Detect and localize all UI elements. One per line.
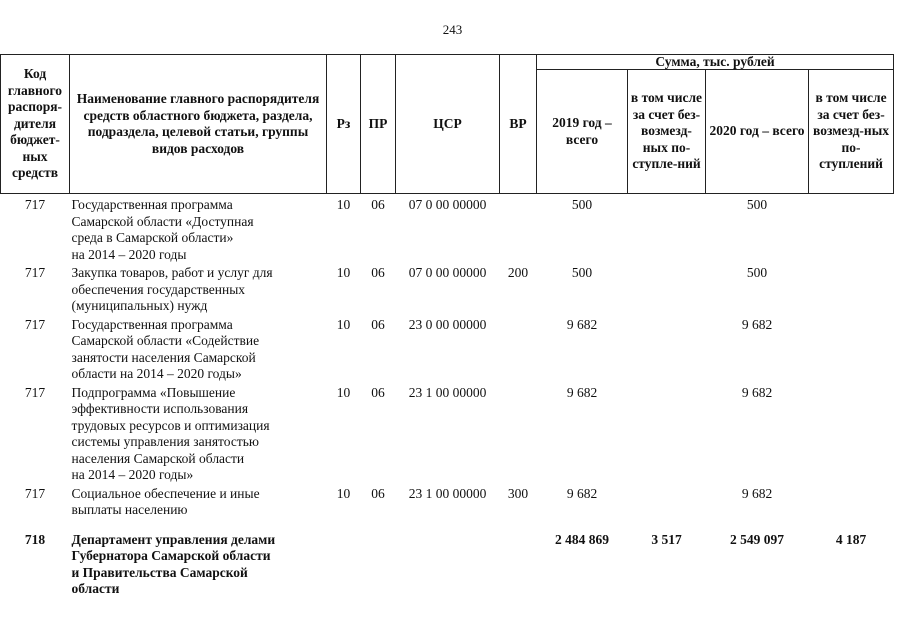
row-2020-grants [809, 264, 894, 316]
row-2019-total: 500 [571, 265, 593, 280]
row-vr [500, 194, 537, 265]
row-pr: 06 [371, 265, 385, 280]
row-2019-grants: 3 517 [651, 531, 682, 547]
row-rz: 10 [336, 197, 351, 212]
row-rz: 10 [336, 316, 351, 332]
row-name-line: занятости населения Самарской [71, 349, 256, 365]
row-name [70, 316, 327, 384]
budget-table [0, 54, 894, 599]
table-row [1, 316, 894, 384]
row-name [70, 194, 327, 265]
row-rz: 10 [336, 265, 351, 280]
row-2019-total: 500 [571, 197, 593, 212]
row-code: 717 [24, 384, 46, 400]
row-2020-total: 500 [746, 197, 768, 212]
row-2020-total: 9 682 [741, 485, 773, 501]
row-vr [500, 316, 537, 384]
row-name-line: на 2014 – 2020 годы [71, 246, 187, 262]
row-name-line: Закупка товаров, работ и услуг для [71, 265, 273, 280]
row-code: 717 [24, 316, 46, 332]
table-row [1, 485, 894, 520]
row-2019-total: 2 484 869 [555, 531, 609, 547]
row-vr: 300 [507, 485, 529, 501]
row-2019-grants [628, 384, 706, 485]
row-name-line: Самарской области «Содействие [71, 333, 260, 348]
row-name [70, 384, 327, 485]
row-vr [500, 384, 537, 485]
row-name-line: области на 2014 – 2020 годы» [71, 366, 242, 381]
header-2020-grants: в том числе за счет без-возмезд-ных по-ступлений [809, 70, 894, 194]
row-2019-total: 9 682 [566, 316, 598, 332]
row-pr: 06 [371, 316, 385, 332]
row-name [70, 520, 327, 599]
row-name-line: трудовых ресурсов и оптимизация [71, 417, 270, 433]
row-pr [361, 520, 396, 599]
table-row [1, 520, 894, 599]
row-2019-grants [628, 194, 706, 265]
header-2019-grants: в том числе за счет без-возмезд-ных по-ступле-ний [628, 70, 706, 194]
row-2020-total: 500 [746, 265, 768, 280]
header-pr: ПР [361, 55, 396, 194]
row-csr [396, 520, 500, 599]
row-csr: 23 0 00 00000 [408, 316, 487, 332]
row-2020-grants [809, 194, 894, 265]
row-2020-total: 9 682 [741, 384, 773, 400]
row-name-line: Департамент управления делами [71, 531, 276, 547]
row-2020-grants [809, 384, 894, 485]
row-vr [500, 520, 537, 599]
row-code: 717 [24, 265, 46, 280]
row-name-line: и Правительства Самарской [71, 564, 248, 580]
row-name-line: Государственная программа [71, 316, 233, 332]
header-2020-total: 2020 год – всего [706, 70, 809, 194]
header-csr: ЦСР [396, 55, 500, 194]
table-row [1, 194, 894, 265]
row-2020-grants [809, 485, 894, 520]
row-rz: 10 [336, 384, 351, 400]
header-rz: Рз [327, 55, 361, 194]
header-code: Код главного распоря-дителя бюджет-ных средств [1, 55, 70, 194]
row-2019-grants [628, 316, 706, 384]
row-code: 718 [24, 531, 46, 547]
table-row [1, 264, 894, 316]
row-2019-total: 9 682 [566, 485, 598, 501]
row-2019-grants [628, 485, 706, 520]
row-name [70, 264, 327, 316]
row-pr: 06 [371, 197, 385, 212]
row-name-line: области [71, 581, 120, 596]
row-name-line: системы управления занятостью [71, 434, 259, 449]
header-vr: ВР [500, 55, 537, 194]
row-name-line: эффективности использования [71, 401, 249, 416]
row-vr: 200 [507, 265, 529, 280]
row-name-line: населения Самарской области [71, 450, 245, 466]
row-2020-total: 2 549 097 [730, 531, 784, 547]
row-name-line: Губернатора Самарской области [71, 548, 271, 563]
row-csr: 07 0 00 00000 [408, 197, 487, 212]
row-csr: 23 1 00 00000 [408, 384, 487, 400]
row-name-line: среда в Самарской области» [71, 230, 234, 245]
row-name-line: на 2014 – 2020 годы» [71, 467, 194, 482]
row-code: 717 [24, 197, 46, 212]
row-2019-grants [628, 264, 706, 316]
row-rz: 10 [336, 485, 351, 501]
row-2019-total: 9 682 [566, 384, 598, 400]
table-body [1, 194, 894, 599]
row-name-line: выплаты населению [71, 502, 188, 517]
row-csr: 23 1 00 00000 [408, 485, 487, 501]
row-name-line: обеспечения государственных [71, 281, 246, 297]
row-name-line: Государственная программа [71, 197, 233, 212]
row-name-line: Социальное обеспечение и иные [71, 485, 260, 501]
table-header [1, 55, 894, 194]
row-2020-total: 9 682 [741, 316, 773, 332]
row-pr: 06 [371, 485, 385, 501]
row-2020-grants [809, 316, 894, 384]
row-name-line: (муниципальных) нужд [71, 298, 208, 313]
page-number: 243 [442, 22, 463, 37]
row-rz [327, 520, 361, 599]
row-code: 717 [24, 485, 46, 501]
row-name-line: Самарской области «Доступная [71, 213, 254, 229]
row-2020-grants: 4 187 [835, 531, 867, 547]
table-row [1, 384, 894, 485]
header-sum: Сумма, тыс. рублей [537, 55, 894, 70]
header-name: Наименование главного распорядителя средств областного бюджета, раздела, подраздела, целевой статьи, группы видов расходов [70, 55, 327, 194]
row-csr: 07 0 00 00000 [408, 265, 487, 280]
row-name [70, 485, 327, 520]
row-name-line: Подпрограмма «Повышение [71, 384, 236, 400]
row-pr: 06 [371, 384, 385, 400]
header-2019-total: 2019 год – всего [537, 70, 628, 194]
